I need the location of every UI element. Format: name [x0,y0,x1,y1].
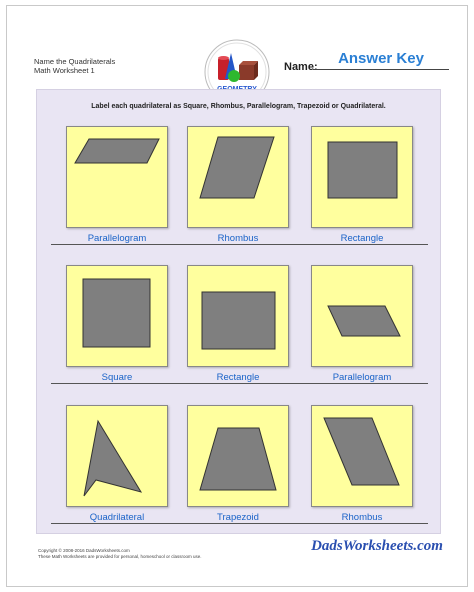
worksheet-title-block [34,57,115,75]
square-shape [83,279,150,347]
answer-line [296,383,428,384]
answer-label: Parallelogram [87,233,147,244]
shape-card [187,265,289,367]
answer-line [296,244,428,245]
shape-card [187,405,289,507]
name-line [313,69,449,70]
answer-label: Quadrilateral [89,512,145,523]
footer [38,548,202,560]
shape-card [187,126,289,228]
brand-logo [308,534,446,556]
parallelogram-wide-shape [75,139,159,163]
quadrilateral-shape [67,127,167,227]
answer-label: Trapezoid [217,512,259,523]
answer-line [172,523,304,524]
answer-line [296,523,428,524]
quadrilateral-shape [312,406,412,506]
answer-label: Rhombus [341,512,383,523]
worksheet-subtitle: Math Worksheet 1 [34,66,95,75]
rectangle-square-shape [328,142,397,198]
shape-card [66,126,168,228]
quadrilateral-shape [188,127,288,227]
usage-note: These Math Worksheets are provided for personal, homeschool or classroom use. [38,554,202,559]
answer-line [51,244,183,245]
rhombus-tall-shape [324,418,399,485]
name-label: Name: [284,61,318,73]
answer-line [172,383,304,384]
quadrilateral-shape [67,406,167,506]
answer-line [172,244,304,245]
parallelogram-slanted-shape [328,306,400,336]
answer-label: Parallelogram [332,372,392,383]
instructions: Label each quadrilateral as Square, Rhombus, Parallelogram, Trapezoid or Quadrilateral. [91,103,386,110]
answer-label: Rectangle [340,233,384,244]
answer-line [51,383,183,384]
rectangle-shape [202,292,275,349]
shape-card [66,405,168,507]
quadrilateral-shape [188,406,288,506]
quadrilateral-shape [312,266,412,366]
shape-card [311,126,413,228]
quadrilateral-shape [188,266,288,366]
copyright-text: Copyright © 2008-2016 DadsWorksheets.com [38,548,130,553]
answer-label: Rectangle [216,372,260,383]
answer-label: Square [101,372,133,383]
shape-card [66,265,168,367]
trapezoid-shape [200,428,276,490]
brand-text: DadsWorksheets.com [311,538,443,554]
kite-irregular-shape [84,421,141,496]
shape-card [311,405,413,507]
worksheet-title: Name the Quadrilaterals [34,57,116,66]
answer-line [51,523,183,524]
rhombus-tall-shape [200,137,274,198]
quadrilateral-shape [312,127,412,227]
answer-key-text: Answer Key [338,50,424,67]
quadrilateral-shape [67,266,167,366]
answer-label: Rhombus [217,233,259,244]
shape-card [311,265,413,367]
